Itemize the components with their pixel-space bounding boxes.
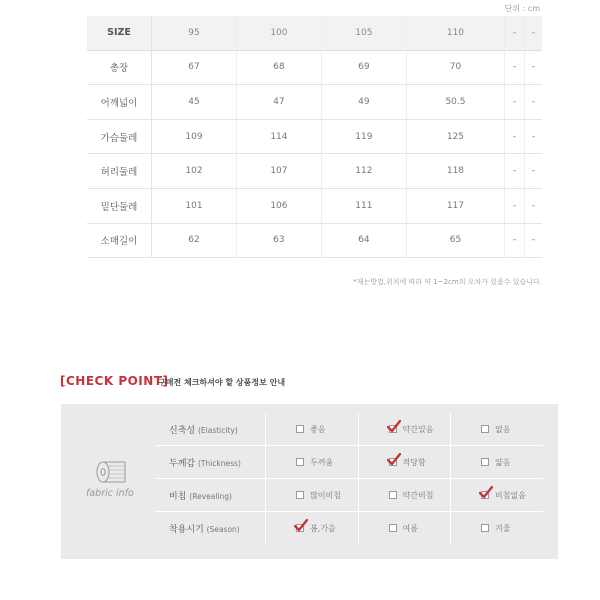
table-cell: 70 bbox=[406, 50, 504, 85]
checkbox[interactable] bbox=[481, 524, 489, 532]
size-table-row bbox=[87, 154, 542, 189]
check-option[interactable] bbox=[266, 446, 358, 479]
checkbox[interactable] bbox=[389, 491, 397, 499]
table-cell: - bbox=[505, 188, 525, 223]
table-cell: - bbox=[524, 223, 542, 258]
unit-label: 단위 : cm bbox=[504, 4, 540, 13]
table-cell: - bbox=[505, 119, 525, 154]
checkbox[interactable] bbox=[296, 425, 304, 433]
option-label: 없음 bbox=[495, 424, 511, 434]
check-option[interactable] bbox=[451, 413, 543, 446]
size-table-row bbox=[87, 188, 542, 223]
check-option[interactable] bbox=[266, 479, 358, 512]
table-cell: 106 bbox=[236, 188, 321, 223]
option-label: 얇음 bbox=[495, 457, 511, 467]
table-cell: - bbox=[524, 85, 542, 120]
size-header-label: SIZE bbox=[87, 16, 152, 50]
size-header-value: - bbox=[505, 16, 525, 50]
check-label-ko: 착용시기 bbox=[169, 524, 204, 535]
check-row bbox=[155, 446, 543, 479]
size-table-row bbox=[87, 50, 542, 85]
check-row bbox=[155, 413, 543, 446]
table-cell: 63 bbox=[236, 223, 321, 258]
table-cell: 49 bbox=[321, 85, 406, 120]
table-cell: 50.5 bbox=[406, 85, 504, 120]
check-mark-icon bbox=[387, 420, 401, 434]
fabric-roll-icon bbox=[95, 460, 131, 484]
size-header-value: 100 bbox=[236, 16, 321, 50]
checkbox[interactable] bbox=[389, 524, 397, 532]
table-cell: 47 bbox=[236, 85, 321, 120]
check-row-label bbox=[155, 413, 266, 446]
check-label-en: (Season) bbox=[206, 524, 240, 534]
size-table-row bbox=[87, 85, 542, 120]
table-cell: 68 bbox=[236, 50, 321, 85]
table-cell: 101 bbox=[152, 188, 237, 223]
size-header-value: 105 bbox=[321, 16, 406, 50]
table-cell: 64 bbox=[321, 223, 406, 258]
table-cell: 65 bbox=[406, 223, 504, 258]
option-label: 비침없음 bbox=[495, 490, 526, 500]
size-table bbox=[87, 16, 542, 258]
check-point-title: [CHECK POINT] bbox=[60, 374, 169, 388]
check-mark-icon bbox=[294, 519, 308, 533]
size-table-row bbox=[87, 119, 542, 154]
option-label: 봄,가을 bbox=[310, 523, 336, 533]
check-label-en: (Elasticity) bbox=[197, 425, 238, 435]
option-label: 약간있음 bbox=[402, 424, 434, 434]
row-label: 가슴둘레 bbox=[87, 119, 152, 154]
option-label: 겨울 bbox=[495, 523, 511, 533]
option-label: 여름 bbox=[402, 523, 419, 533]
table-cell: 69 bbox=[321, 50, 406, 85]
check-mark-icon bbox=[387, 453, 401, 467]
checkbox[interactable] bbox=[296, 458, 304, 466]
option-label: 많이비침 bbox=[310, 490, 341, 500]
check-option[interactable] bbox=[451, 446, 543, 479]
table-cell: 62 bbox=[152, 223, 237, 258]
measurement-note: *재는방법,위치에 따라 약 1~2cm의 오차가 있을수 있습니다. bbox=[353, 278, 542, 286]
table-cell: - bbox=[505, 223, 525, 258]
size-header-value: 95 bbox=[152, 16, 237, 50]
check-option[interactable] bbox=[451, 512, 543, 545]
table-cell: 117 bbox=[406, 188, 504, 223]
checkbox[interactable] bbox=[481, 458, 489, 466]
check-option[interactable] bbox=[358, 413, 450, 446]
option-label: 좋음 bbox=[310, 424, 326, 434]
table-cell: 114 bbox=[236, 119, 321, 154]
option-label: 약간비침 bbox=[402, 490, 434, 500]
table-cell: 119 bbox=[321, 119, 406, 154]
table-cell: - bbox=[505, 85, 525, 120]
check-row-label bbox=[155, 512, 266, 545]
row-label: 허리둘레 bbox=[87, 154, 152, 189]
check-option[interactable] bbox=[266, 413, 358, 446]
check-row bbox=[155, 479, 543, 512]
table-cell: 112 bbox=[321, 154, 406, 189]
check-label-ko: 비침 bbox=[169, 491, 187, 502]
table-cell: 102 bbox=[152, 154, 237, 189]
fabric-info-label: fabric info bbox=[86, 488, 134, 499]
table-cell: 109 bbox=[152, 119, 237, 154]
table-cell: - bbox=[524, 188, 542, 223]
check-label-en: (Thickness) bbox=[197, 458, 241, 468]
check-point-subtitle: 구매전 체크하셔야 할 상품정보 안내 bbox=[158, 378, 286, 387]
option-label: 두꺼움 bbox=[310, 457, 334, 467]
check-label-ko: 신축성 bbox=[169, 425, 196, 436]
table-cell: 118 bbox=[406, 154, 504, 189]
check-option[interactable] bbox=[358, 446, 450, 479]
check-option[interactable] bbox=[451, 479, 543, 512]
check-mark-icon bbox=[479, 486, 493, 500]
row-label: 소매길이 bbox=[87, 223, 152, 258]
option-label: 적당함 bbox=[402, 457, 426, 467]
table-cell: 111 bbox=[321, 188, 406, 223]
checkbox[interactable] bbox=[481, 425, 489, 433]
row-label: 어깨넓이 bbox=[87, 85, 152, 120]
check-row bbox=[155, 512, 543, 545]
table-cell: 125 bbox=[406, 119, 504, 154]
check-row-label bbox=[155, 479, 266, 512]
size-table-header bbox=[87, 16, 542, 50]
row-label: 총장 bbox=[87, 50, 152, 85]
table-cell: 45 bbox=[152, 85, 237, 120]
check-label-en: (Revealing) bbox=[189, 491, 232, 501]
row-label: 밑단둘레 bbox=[87, 188, 152, 223]
check-row-label bbox=[155, 446, 266, 479]
check-option[interactable] bbox=[266, 512, 358, 545]
checkbox[interactable] bbox=[296, 491, 304, 499]
table-cell: - bbox=[505, 154, 525, 189]
size-header-value: 110 bbox=[406, 16, 504, 50]
table-cell: - bbox=[524, 154, 542, 189]
table-cell: - bbox=[524, 119, 542, 154]
table-cell: - bbox=[524, 50, 542, 85]
size-header-value: - bbox=[524, 16, 542, 50]
check-option[interactable] bbox=[358, 512, 450, 545]
check-option[interactable] bbox=[358, 479, 450, 512]
table-cell: 67 bbox=[152, 50, 237, 85]
fabric-check-table bbox=[155, 413, 543, 544]
size-table-row bbox=[87, 223, 542, 258]
table-cell: 107 bbox=[236, 154, 321, 189]
check-label-ko: 두께감 bbox=[169, 458, 196, 469]
table-cell: - bbox=[505, 50, 525, 85]
